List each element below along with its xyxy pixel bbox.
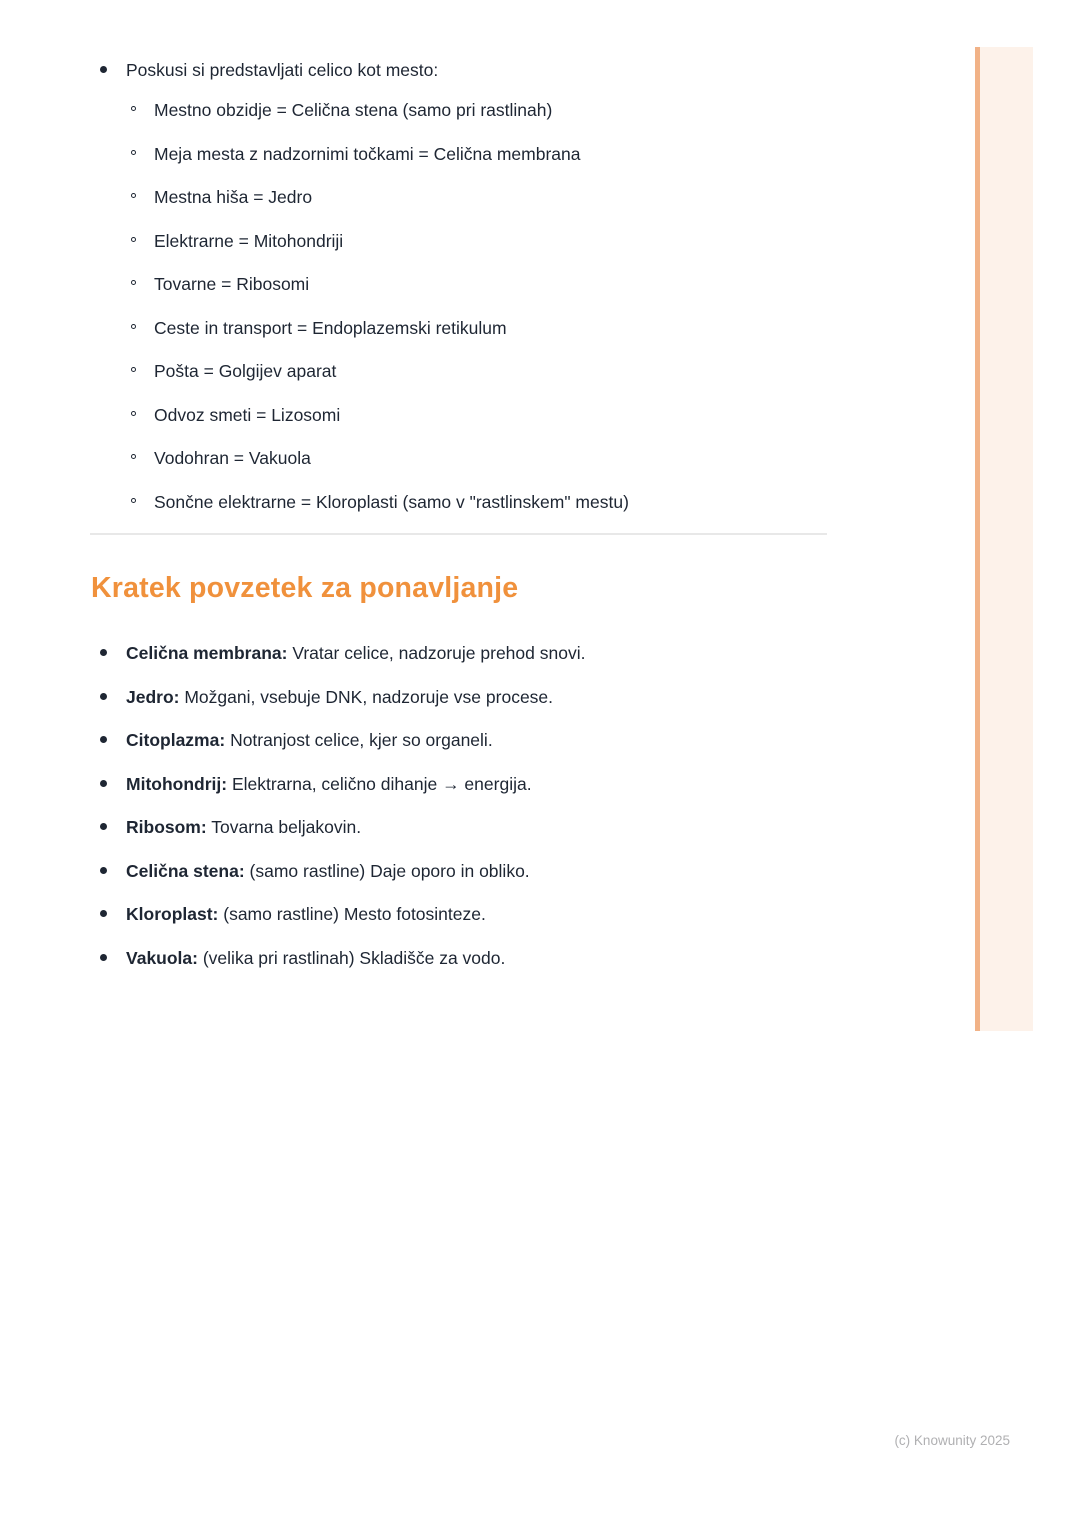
term-label: Jedro: — [126, 686, 180, 707]
list-item-text: Meja mesta z nadzornimi točkami = Celična membrana — [154, 143, 581, 164]
analogy-intro-text: Poskusi si predstavljati celico kot mesto: — [126, 60, 439, 80]
list-item-text: Vodohran = Vakuola — [154, 448, 311, 468]
list-item-text — [126, 685, 975, 709]
list-item-text — [126, 728, 975, 752]
list-item-text — [126, 815, 975, 839]
list-item — [131, 98, 975, 122]
list-item — [100, 815, 975, 839]
list-item-text — [126, 641, 975, 665]
list-item-text: Tovarne = Ribosomi — [154, 274, 310, 294]
list-item — [131, 359, 975, 383]
bullet-icon — [100, 954, 107, 961]
bullet-icon — [100, 66, 107, 73]
term-label: Vakuola: — [126, 947, 198, 968]
circle-bullet-icon — [131, 367, 136, 372]
term-description: Vratar celice, nadzoruje prehod snovi. — [292, 643, 586, 663]
term-label: Citoplazma: — [126, 730, 226, 750]
list-item — [131, 403, 975, 427]
bullet-icon — [100, 780, 107, 787]
list-item — [131, 272, 975, 296]
list-item — [100, 902, 975, 926]
bullet-icon — [100, 910, 107, 917]
bullet-icon — [100, 693, 107, 700]
term-description: Možgani, vsebuje DNK, nadzoruje vse procese. — [184, 686, 554, 707]
list-item — [131, 229, 975, 253]
list-item-text: Odvoz smeti = Lizosomi — [154, 404, 341, 425]
list-item — [131, 185, 975, 209]
term-description: Elektrarna, celično dihanje → energija. — [231, 773, 532, 794]
list-item-text — [126, 902, 975, 926]
bullet-icon — [100, 736, 107, 743]
list-item-text: Mestno obzidje = Celična stena (samo pri rastlinah) — [154, 100, 553, 120]
bullet-icon — [100, 823, 107, 830]
list-item-text: Mestna hiša = Jedro — [154, 187, 313, 207]
bullet-icon — [100, 649, 107, 656]
list-item — [131, 446, 975, 470]
circle-bullet-icon — [131, 106, 136, 111]
term-description: (samo rastline) Mesto fotosinteze. — [223, 904, 486, 924]
circle-bullet-icon — [131, 193, 136, 198]
list-item — [100, 728, 975, 752]
circle-bullet-icon — [131, 280, 136, 285]
circle-bullet-icon — [131, 150, 136, 155]
list-item — [100, 946, 975, 970]
list-item-text — [126, 772, 975, 796]
circle-bullet-icon — [131, 454, 136, 459]
term-description: Tovarna beljakovin. — [211, 817, 362, 837]
list-item-text — [126, 946, 975, 970]
circle-bullet-icon — [131, 324, 136, 329]
bullet-icon — [100, 867, 107, 874]
term-description: Notranjost celice, kjer so organeli. — [230, 730, 493, 750]
analogy-sub-list — [0, 98, 975, 514]
summary-list — [0, 641, 975, 970]
list-item — [100, 772, 975, 796]
analogy-intro-item — [100, 58, 975, 82]
term-description: (velika pri rastlinah) Skladišče za vodo. — [202, 947, 506, 968]
term-label: Celična membrana: — [126, 643, 288, 663]
circle-bullet-icon — [131, 498, 136, 503]
list-item — [100, 685, 975, 709]
term-label: Ribosom: — [126, 817, 207, 837]
term-label: Mitohondrij: — [126, 773, 228, 794]
list-item-text: Pošta = Golgijev aparat — [154, 361, 337, 381]
list-item — [100, 641, 975, 665]
term-description: (samo rastline) Daje oporo in obliko. — [249, 860, 530, 881]
list-item-text: Sončne elektrarne = Kloroplasti (samo v "rastlinskem" mestu) — [154, 491, 629, 512]
circle-bullet-icon — [131, 237, 136, 242]
section-divider — [90, 533, 827, 535]
list-item — [131, 142, 975, 166]
list-item-text: Ceste in transport = Endoplazemski retikulum — [154, 317, 507, 338]
list-item — [100, 859, 975, 883]
term-label: Celična stena: — [126, 860, 245, 881]
summary-heading: Kratek povzetek za ponavljanje — [91, 572, 519, 604]
list-item-text: Elektrarne = Mitohondriji — [154, 230, 344, 251]
copyright-notice: (c) Knowunity 2025 — [894, 1433, 1010, 1448]
circle-bullet-icon — [131, 411, 136, 416]
term-label: Kloroplast: — [126, 904, 219, 924]
list-item-text — [126, 859, 975, 883]
list-item — [131, 316, 975, 340]
page-margin-stripe — [975, 47, 1033, 1031]
list-item — [131, 490, 975, 514]
